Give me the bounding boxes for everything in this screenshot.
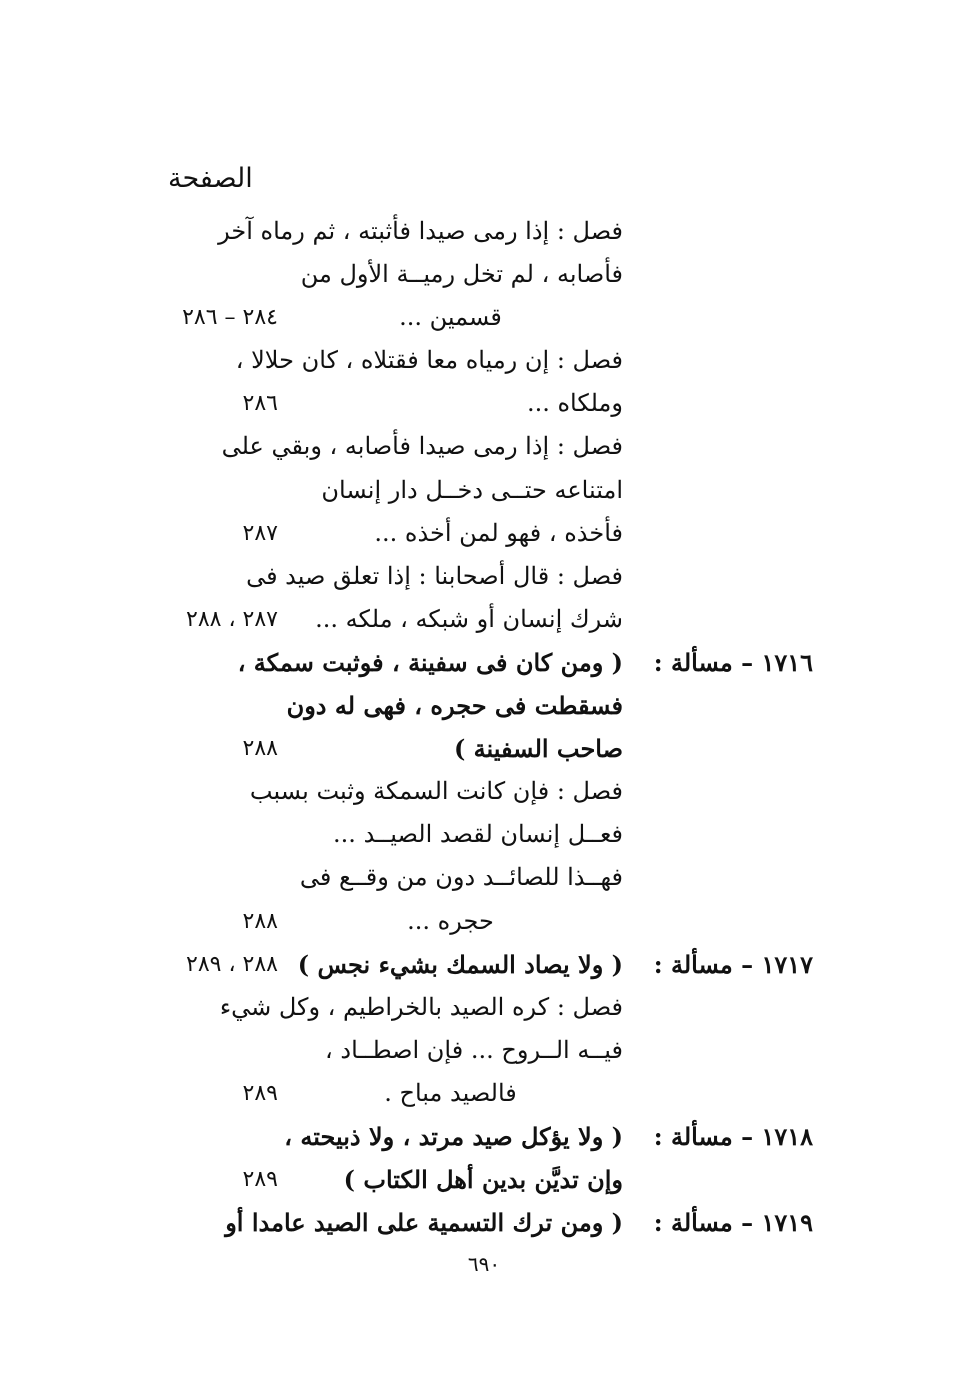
index-line bbox=[0, 555, 968, 598]
entry-text: فصل : قال أصحابنا : إذا تعلق صيد فى bbox=[246, 561, 623, 590]
page-reference: ٢٨٩ bbox=[242, 1167, 278, 1193]
entry-text: ( ومن ترك التسمية على الصيد عامدا أو bbox=[225, 1208, 623, 1238]
index-line bbox=[0, 1115, 968, 1158]
page-reference: ٢٨٨ bbox=[242, 908, 278, 934]
index-line bbox=[0, 641, 968, 684]
index-line bbox=[0, 986, 968, 1029]
page-reference: ٢٨٩ bbox=[242, 1080, 278, 1106]
page-reference: ٢٨٨ bbox=[242, 736, 278, 762]
issue-number-label: ١٧١٩ – مسألة : bbox=[653, 1208, 813, 1238]
index-line bbox=[0, 339, 968, 382]
issue-number-label: ١٧١٦ – مسألة : bbox=[653, 647, 813, 677]
index-line bbox=[0, 1158, 968, 1201]
issue-number-label: ١٧١٨ – مسألة : bbox=[653, 1121, 813, 1151]
index-line bbox=[0, 727, 968, 770]
index-line bbox=[0, 1072, 968, 1115]
entry-text: فالصيد مباح . bbox=[384, 1078, 517, 1107]
entry-text: فيــه الــروح ... فإن اصطــاد ، bbox=[325, 1035, 623, 1064]
page-reference: ٢٨٧ ، ٢٨٨ bbox=[186, 606, 278, 632]
index-line bbox=[0, 425, 968, 468]
entry-text: امتناعه حتــى دخــل دار إنسان bbox=[321, 475, 623, 504]
page-column-header: الصفحة bbox=[168, 163, 253, 194]
index-line bbox=[0, 382, 968, 425]
entry-text: فصل : فإن كانت السمكة وثبت بسبب bbox=[249, 777, 623, 806]
entry-text: صاحب السفينة ) bbox=[453, 734, 623, 764]
entry-text: حجره ... bbox=[407, 906, 494, 935]
entry-text: ( ومن كان فى سفينة ، فوثبت سمكة ، bbox=[237, 647, 623, 677]
index-line bbox=[0, 210, 968, 253]
entry-text: وإن تديَّن بدين أهل الكتاب ) bbox=[343, 1165, 623, 1195]
entry-text: فأخذه ، فهو لمن أخذه ... bbox=[374, 518, 623, 547]
entry-text: وملكاه ... bbox=[526, 389, 623, 418]
page-reference: ٢٨٨ ، ٢٨٩ bbox=[186, 951, 278, 977]
entry-text: فسقطت فى حجره ، فهى له دون bbox=[286, 691, 623, 721]
entry-text: شرك إنسان أو شبكه ، ملكه ... bbox=[315, 604, 623, 633]
entry-text: فهــذا للصائــد دون من وقــع فى bbox=[299, 863, 623, 892]
entry-text: فعــل إنسان لقصد الصيــد ... bbox=[333, 820, 623, 849]
index-line bbox=[0, 684, 968, 727]
entry-text: فصل : كره الصيد بالخراطيم ، وكل شيء bbox=[219, 992, 623, 1021]
index-line bbox=[0, 296, 968, 339]
index-line bbox=[0, 900, 968, 943]
page-number: ٦٩٠ bbox=[467, 1252, 501, 1276]
entry-text: ( ولا يؤكل صيد مرتد ، ولا ذبيحته ، bbox=[284, 1121, 623, 1151]
index-line bbox=[0, 253, 968, 296]
index-line bbox=[0, 943, 968, 986]
entry-text: فأصابه ، لم تخل رميــة الأول من bbox=[300, 260, 623, 289]
page-reference: ٢٨٤ – ٢٨٦ bbox=[182, 305, 278, 331]
index-line bbox=[0, 1201, 968, 1244]
index-entries bbox=[0, 210, 968, 1244]
entry-text: فصل : إذا رمى صيدا فأصابه ، وبقي على bbox=[221, 432, 623, 461]
entry-text: فصل : إذا رمى صيدا فأثبته ، ثم رماه آخر bbox=[218, 217, 623, 245]
entry-text: قسمين ... bbox=[399, 303, 502, 332]
index-line bbox=[0, 598, 968, 641]
page-reference: ٢٨٦ bbox=[242, 391, 278, 417]
page-reference: ٢٨٧ bbox=[242, 520, 278, 546]
entry-text: فصل : إن رمياه معا فقتلاه ، كان حلالا ، bbox=[235, 346, 623, 375]
index-line bbox=[0, 770, 968, 813]
index-line bbox=[0, 512, 968, 555]
index-line bbox=[0, 1029, 968, 1072]
entry-text: ( ولا يصاد السمك بشيء نجس ) bbox=[297, 949, 623, 979]
index-line bbox=[0, 813, 968, 856]
index-line bbox=[0, 856, 968, 899]
issue-number-label: ١٧١٧ – مسألة : bbox=[653, 949, 813, 979]
index-line bbox=[0, 469, 968, 512]
